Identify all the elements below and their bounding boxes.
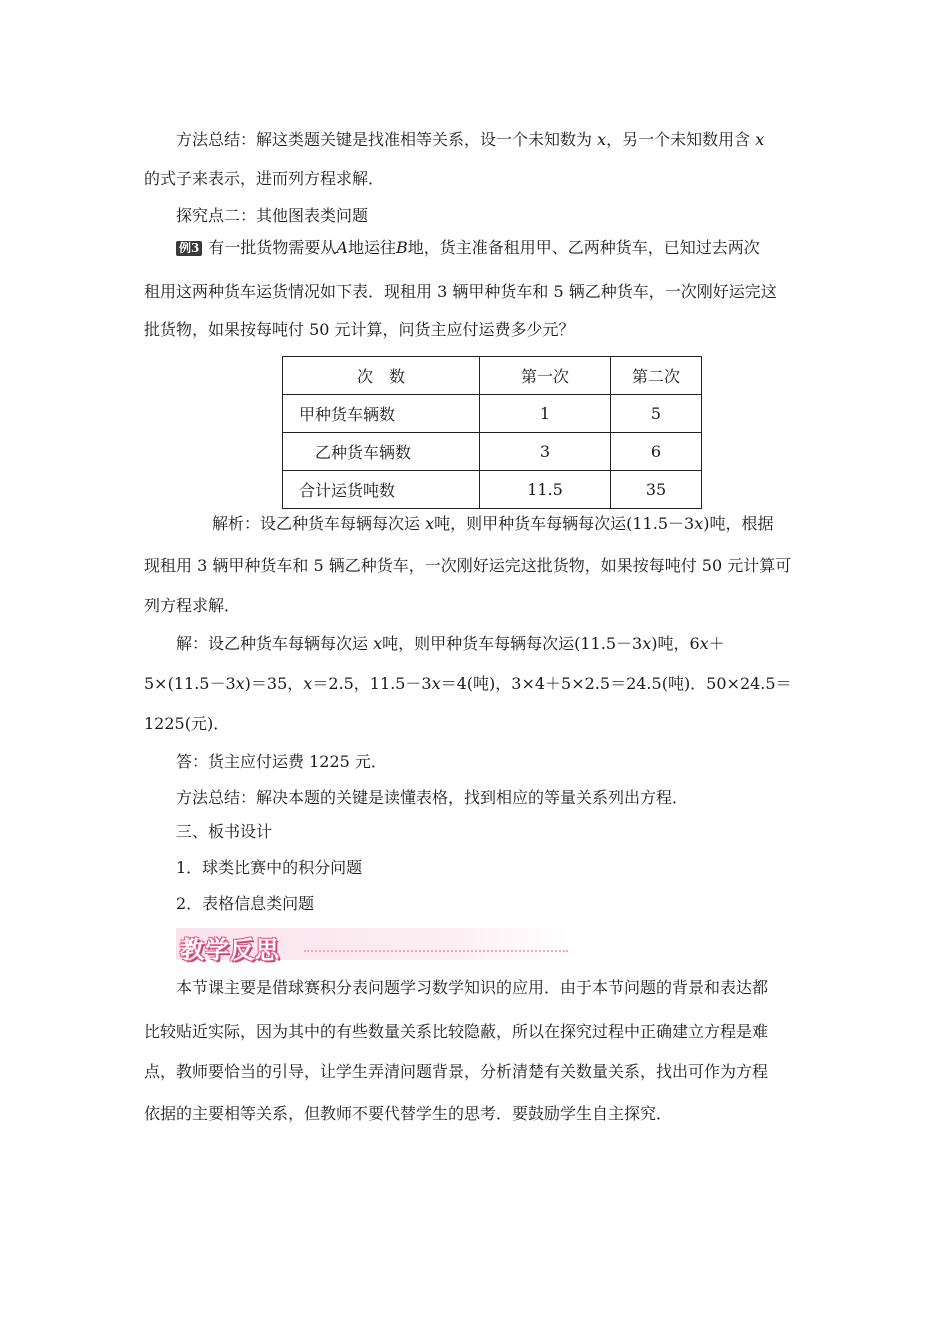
teaching-reflection-banner xyxy=(176,928,568,964)
table-cell: 合计运货吨数 xyxy=(283,471,480,509)
table-header-cell: 第二次 xyxy=(611,357,702,395)
example-3-line-2: 租用这两种货车运货情况如下表．现租用 3 辆甲种货车和 5 辆乙种货车，一次刚好运完这 xyxy=(144,282,777,301)
table-row xyxy=(283,471,702,509)
answer-line: 答：货主应付运费 1225 元． xyxy=(176,752,387,771)
example-3-line-3: 批货物，如果按每吨付 50 元计算，问货主应付运费多少元？ xyxy=(144,320,575,339)
table-header-cell: 次 数 xyxy=(283,357,480,395)
method-summary-1: 方法总结：解这类题关键是找准相等关系，设一个未知数为 x，另一个未知数用含 x xyxy=(176,130,765,149)
method-summary-1-cont: 的式子来表示，进而列方程求解． xyxy=(144,169,385,188)
analysis-line-3: 列方程求解． xyxy=(144,596,241,615)
table-header-cell: 第一次 xyxy=(480,357,611,395)
table-cell: 1 xyxy=(480,395,611,433)
table-row xyxy=(283,433,702,471)
table-cell: 5 xyxy=(611,395,702,433)
reflection-line: 依据的主要相等关系，但教师不要代替学生的思考．要鼓励学生自主探究． xyxy=(144,1104,673,1123)
board-item: 1．球类比赛中的积分问题 xyxy=(176,858,363,877)
banner-title: 教学反思 xyxy=(180,936,280,964)
analysis-line-2: 现租用 3 辆甲种货车和 5 辆乙种货车，一次刚好运完这批货物，如果按每吨付 50 元计算可 xyxy=(144,556,792,575)
table-cell: 35 xyxy=(611,471,702,509)
reflection-line: 比较贴近实际，因为其中的有些数量关系比较隐蔽，所以在探究过程中正确建立方程是难 xyxy=(144,1022,769,1041)
section-heading-2: 探究点二：其他图表类问题 xyxy=(176,206,369,225)
table-cell: 3 xyxy=(480,433,611,471)
banner-dotted-rule xyxy=(304,950,568,952)
reflection-line: 本节课主要是借球赛积分表问题学习数学知识的应用．由于本节问题的背景和表达都 xyxy=(176,978,769,997)
solution-line-3: 1225(元)． xyxy=(144,714,230,733)
table-header-row xyxy=(283,357,702,395)
example-badge: 例3 xyxy=(176,241,202,256)
board-item: 2．表格信息类问题 xyxy=(176,894,315,913)
table-row xyxy=(283,395,702,433)
board-design-title: 三、板书设计 xyxy=(176,822,273,841)
method-summary-2: 方法总结：解决本题的关键是读懂表格，找到相应的等量关系列出方程． xyxy=(176,788,689,807)
reflection-line: 点，教师要恰当的引导，让学生弄清问题背景，分析清楚有关数量关系，找出可作为方程 xyxy=(144,1062,769,1081)
transport-table xyxy=(282,356,702,509)
analysis-line-1: 解析：设乙种货车每辆每次运 x吨，则甲种货车每辆每次运(11.5－3x)吨，根据 xyxy=(212,514,774,533)
table-cell: 6 xyxy=(611,433,702,471)
table-cell: 乙种货车辆数 xyxy=(283,433,480,471)
table-cell: 11.5 xyxy=(480,471,611,509)
table-cell: 甲种货车辆数 xyxy=(283,395,480,433)
example-3-line-1: 例3 有一批货物需要从A地运往B地，货主准备租用甲、乙两种货车，已知过去两次 xyxy=(176,238,760,258)
solution-line-2: 5×(11.5－3x)＝35，x＝2.5，11.5－3x＝4(吨)，3×4＋5×2.5＝24.5(吨)．50×24.5＝ xyxy=(144,674,792,693)
solution-line-1: 解：设乙种货车每辆每次运 x吨，则甲种货车每辆每次运(11.5－3x)吨，6x＋ xyxy=(176,634,725,653)
